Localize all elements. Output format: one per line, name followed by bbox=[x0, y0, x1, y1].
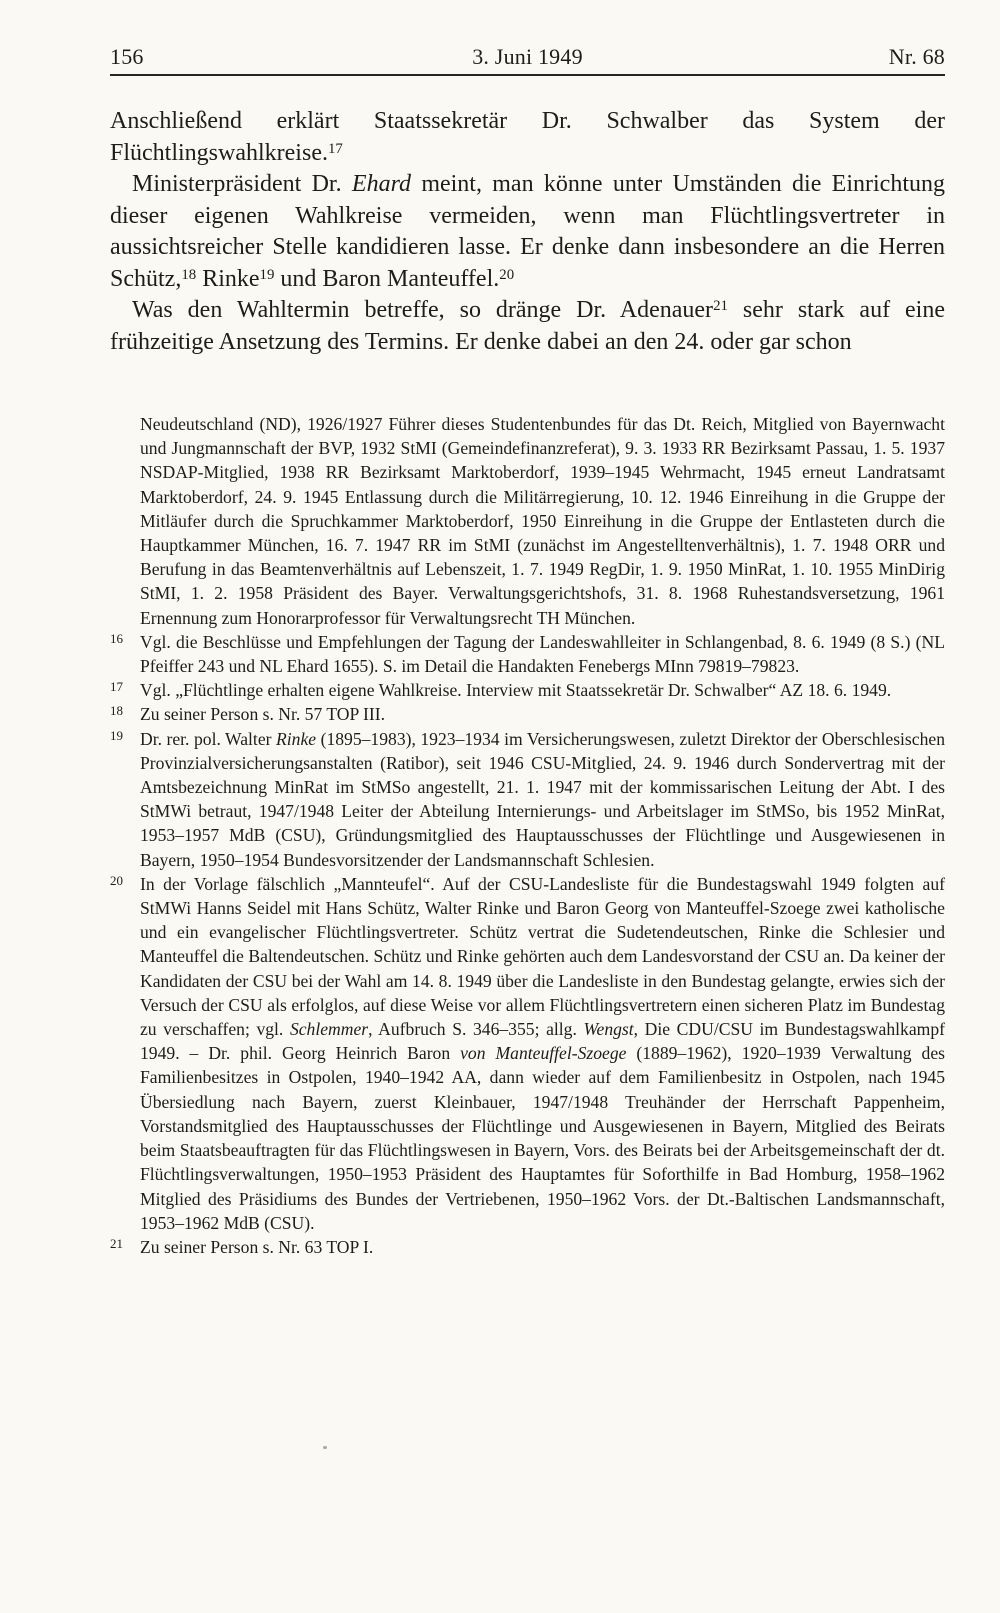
footnote-20-text-b: , Aufbruch S. 346–355; allg. bbox=[368, 1019, 584, 1040]
person-name-ehard: Ehard bbox=[351, 171, 412, 197]
footnote-16-text: Vgl. die Beschlüsse und Empfehlungen der Tagung der Landeswahlleiter in Schlangenbad, 8. 6. 1949 (8 S.) (NL Pfeiffer 243 und NL Ehard 1655). S. im Detail die Handakten Fenebergs MInn 79819–79823. bbox=[140, 631, 945, 677]
document-page bbox=[110, 38, 945, 1259]
footnote-number: 20 bbox=[110, 872, 123, 888]
footnote-number: 17 bbox=[110, 679, 123, 695]
footnote-number: 18 bbox=[110, 703, 123, 719]
footnote-ref-17[interactable]: 17 bbox=[327, 140, 343, 157]
footnote-18 bbox=[110, 702, 945, 726]
footnote-17-text: Vgl. „Flüchtlinge erhalten eigene Wahlkreise. Interview mit Staatssekretär Dr. Schwalber“ AZ 18. 6. 1949. bbox=[140, 680, 892, 701]
person-name-manteuffel: von Manteuffel-Szoege bbox=[460, 1043, 627, 1064]
footnote-ref-18[interactable]: 18 bbox=[181, 266, 197, 283]
paragraph-2-text-b: meint, man könne unter Umständen die Einrichtung dieser eigenen Wahlkreise vermeiden, wenn man Flüchtlingsvertreter in aussichtsreicher Stelle kandidieren lasse. Er denke dann insbesondere an die Herren Schütz, bbox=[110, 171, 945, 292]
paragraph-3-text-a: Was den Wahltermin betreffe, so dränge Dr. Adenauer bbox=[132, 297, 714, 323]
footnote-20-text-a: In der Vorlage fälschlich „Mannteufel“. Auf der CSU-Landesliste für die Bundestagswahl 1949 folgten auf StMWi Hanns Seidel mit Hans Schütz, Walter Rinke und Baron Georg von Manteuffel-Szoege zwei katholische und ein evangelischer Flüchtlingsvertreter. Schütz vertrat die Sudetendeutschen, Rinke die Schlesier und Manteuffel die Baltendeutschen. Schütz und Rinke gehörten auch dem Landesvorstand der CSU an. Da keiner der Kandidaten der CSU bei der Wahl am 14. 8. 1949 über die Landesliste in den Bundestag gelangte, erwies sich der Versuch der CSU als erfolglos, auf diese Weise vor allem Flüchtlingsvertretern einen sicheren Platz im Bundestag zu verschaffen; vgl. bbox=[140, 873, 945, 1040]
footnote-number: 19 bbox=[110, 727, 123, 743]
footnote-20-text-d: (1889–1962), 1920–1939 Verwaltung des Familienbesitzes in Ostpolen, 1940–1942 AA, dann wieder auf dem Familienbesitz in Ostpolen, nach 1945 Übersiedlung nach Bayern, zuerst Kleinbauer, 1947/1948 Treuhänder der Herrschaft Pappenheim, Vorstandsmitglied des Hauptausschusses der Flüchtlinge und Ausgewiesenen in Bayern, Mitglied des Beirats beim Staatsbeauftragten für das Flüchtlingswesen in Bayern, Vors. des Beirats bei der Arbeitsgemeinschaft der dt. Flüchtlingsverwaltungen, 1950–1953 Präsident des Hauptamtes für Soforthilfe in Bad Homburg, 1958–1962 Mitglied des Präsidiums des Bundes der Vertriebenen, 1950–1962 Vors. der Dt.-Baltischen Landsmannschaft, 1953–1962 MdB (CSU). bbox=[140, 1043, 946, 1233]
person-name-rinke: Rinke bbox=[276, 728, 317, 749]
footnote-19-text-b: (1895–1983), 1923–1934 im Versicherungswesen, zuletzt Direktor der Oberschlesischen Provinzialversicherungsanstalten (Ratibor), seit 1946 CSU-Mitglied, 24. 9. 1946 durch Sondervertrag mit der Amtsbezeichnung MinRat im StMSo angestellt, 21. 1. 1947 mit der kommissarischen Leitung der Abt. I des StMWi betraut, 1947/1948 Leiter der Abteilung Internierungs- und Arbeitslager im StMSo, bis 1952 MinRat, 1953–1957 MdB (CSU), Gründungsmitglied des Hauptausschusses der Flüchtlinge und Ausgewiesenen in Bayern, 1950–1954 Bundesvorsitzender der Landsmannschaft Schlesien. bbox=[140, 728, 945, 870]
footnote-19 bbox=[110, 727, 945, 872]
paragraph-2-text-a: Ministerpräsident Dr. bbox=[132, 171, 352, 197]
paragraph-1 bbox=[110, 106, 945, 169]
main-text bbox=[110, 106, 945, 358]
paragraph-2-text-d: und Baron Manteuffel. bbox=[274, 265, 500, 292]
paragraph-1-text: Anschließend erklärt Staatssekretär Dr. Schwalber das System der Flüchtlingswahlkreise. bbox=[110, 108, 945, 166]
footnotes bbox=[110, 412, 945, 1259]
paragraph-3-text-b: sehr stark auf eine frühzeitige Ansetzung des Termins. Er denke dabei an den 24. oder gar schon bbox=[110, 297, 945, 355]
footnote-16 bbox=[110, 630, 945, 678]
footnote-17 bbox=[110, 678, 945, 702]
author-name-wengst: Wengst bbox=[583, 1019, 634, 1040]
footnote-21 bbox=[110, 1235, 945, 1259]
header-date: 3. Juni 1949 bbox=[472, 44, 583, 69]
footnote-19-text-a: Dr. rer. pol. Walter bbox=[140, 728, 277, 749]
footnote-20 bbox=[110, 872, 945, 1235]
author-name-schlemmer: Schlemmer bbox=[289, 1019, 369, 1040]
paragraph-2-text-c: Rinke bbox=[196, 265, 260, 292]
page-number: 156 bbox=[110, 44, 144, 69]
footnote-18-text: Zu seiner Person s. Nr. 57 TOP III. bbox=[140, 704, 385, 725]
page-header bbox=[110, 38, 945, 76]
protocol-number: Nr. 68 bbox=[888, 44, 945, 69]
scan-speck bbox=[323, 1446, 327, 1449]
footnote-20-text-c: , Die CDU/CSU im Bundestagswahlkampf 1949. – Dr. phil. Georg Heinrich Baron bbox=[140, 1019, 946, 1064]
footnote-number: 16 bbox=[110, 630, 123, 646]
footnote-number: 21 bbox=[110, 1235, 123, 1251]
footnote-15-continuation: Neudeutschland (ND), 1926/1927 Führer dieses Studentenbundes für das Dt. Reich, Mitglied von Bayernwacht und Jungmannschaft der BVP, 1932 StMI (Gemeindefinanzreferat), 9. 3. 1933 RR Bezirksamt Passau, 1. 5. 1937 NSDAP-Mitglied, 1938 RR Bezirksamt Marktoberdorf, 1939–1945 Wehrmacht, 1945 erneut Landratsamt Marktoberdorf, 24. 9. 1945 Entlassung durch die Militärregierung, 10. 12. 1946 Einreihung in die Gruppe der Mitläufer durch die Spruchkammer Marktoberdorf, 1950 Einreihung in die Gruppe der Entlasteten durch die Hauptkammer München, 16. 7. 1947 RR im StMI (zunächst im Angestelltenverhältnis), 1. 7. 1948 ORR und Berufung in das Beamtenverhältnis auf Lebenszeit, 1. 7. 1949 RegDir, 1. 9. 1950 MinRat, 1. 10. 1955 MinDirig StMI, 1. 2. 1958 Präsident des Bayer. Verwaltungsgerichtshofs, 31. 8. 1968 Ruhestandsversetzung, 1961 Ernennung zum Honorarprofessor für Verwaltungsrecht TH München. bbox=[140, 414, 945, 628]
footnote-21-text: Zu seiner Person s. Nr. 63 TOP I. bbox=[140, 1236, 374, 1257]
footnote-ref-21[interactable]: 21 bbox=[713, 298, 728, 315]
paragraph-3 bbox=[110, 295, 945, 358]
footnote-ref-19[interactable]: 19 bbox=[259, 266, 275, 283]
paragraph-2 bbox=[110, 169, 945, 295]
footnote-ref-20[interactable]: 20 bbox=[499, 266, 515, 283]
